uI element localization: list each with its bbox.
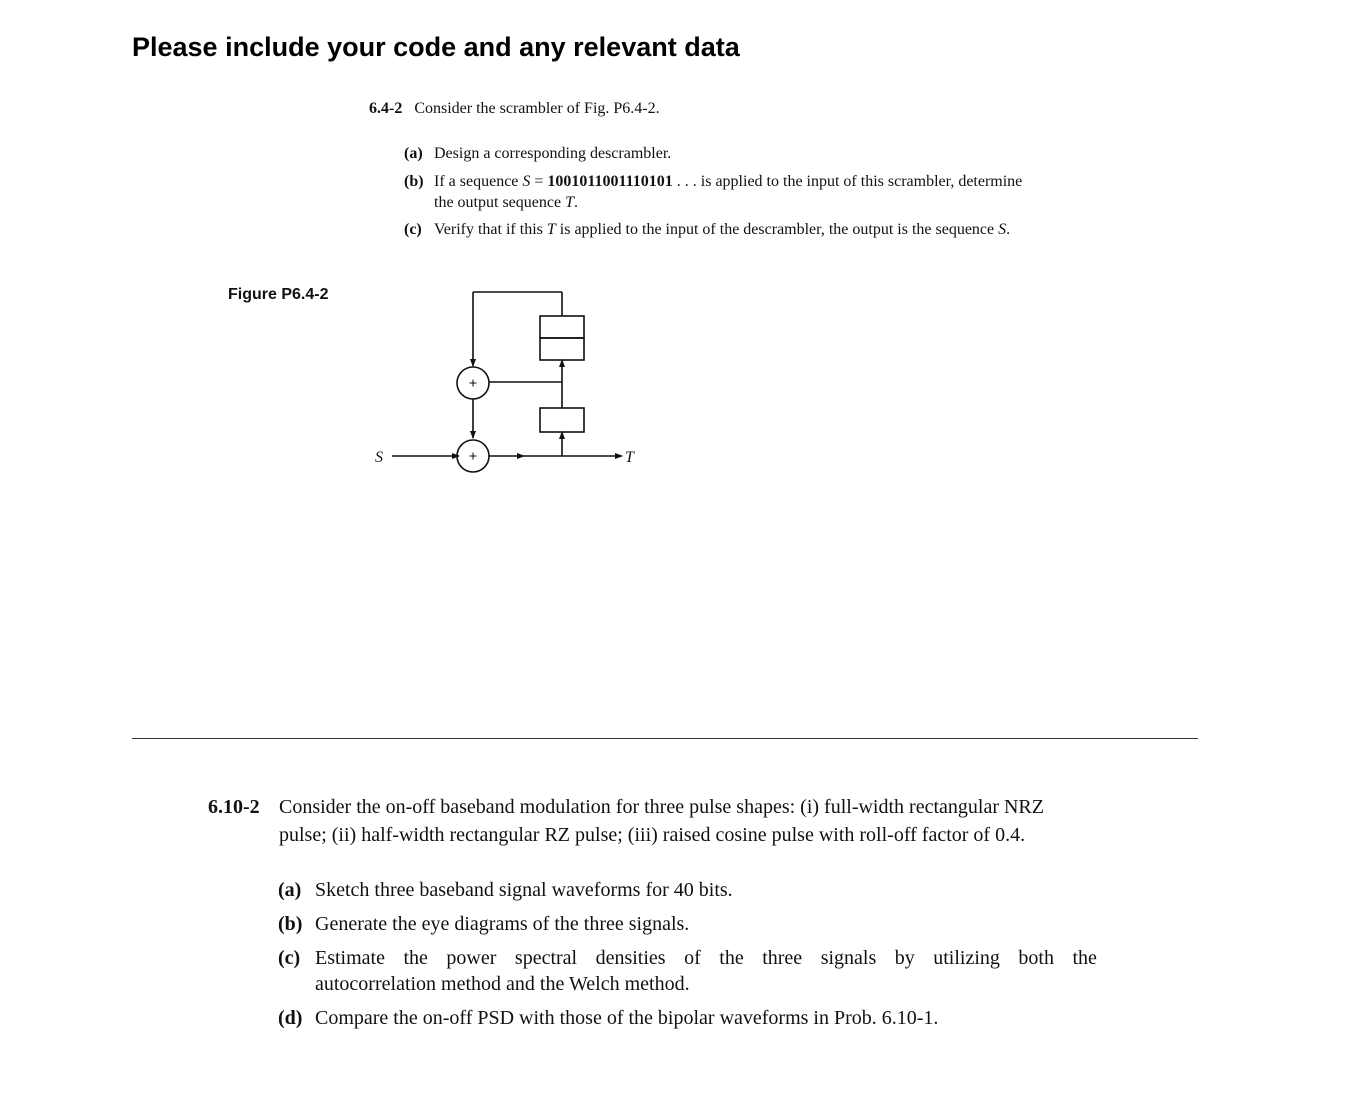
part-text-mid: is applied to the input of the descrambler, the output is the sequence	[555, 221, 999, 238]
problem-6-4-2-part-b-line2	[434, 194, 578, 212]
word: densities	[595, 947, 666, 969]
part-text: Design a corresponding descrambler.	[434, 145, 672, 162]
part-label: (d)	[278, 1007, 303, 1029]
output-label-t: T	[625, 449, 634, 466]
problem-6-10-2-intro-line2: pulse; (ii) half-width rectangular RZ pulse; (iii) raised cosine pulse with roll-off factor of 0.4.	[279, 824, 1026, 846]
shift-register-1	[540, 408, 584, 432]
variable-t: T	[546, 221, 556, 238]
part-text-line1	[315, 947, 1097, 970]
page-heading: Please include your code and any relevant data	[132, 32, 740, 62]
problem-intro-text: Consider the scrambler of Fig. P6.4-2.	[414, 100, 660, 117]
word: of	[684, 947, 701, 969]
part-text: If a sequence	[434, 173, 523, 190]
shift-register-2	[540, 316, 584, 338]
part-text-continued: . . . is applied to the input of this scrambler, determine	[672, 173, 1023, 190]
section-divider	[132, 738, 1198, 739]
variable-t: T	[565, 194, 574, 211]
problem-6-10-2-part-a	[278, 879, 733, 902]
part-label: (b)	[278, 913, 303, 935]
part-text: Verify that if this	[434, 221, 547, 238]
part-label: (c)	[404, 221, 422, 238]
problem-6-10-2-part-c-line2: autocorrelation method and the Welch method.	[315, 973, 690, 995]
word: the	[719, 947, 744, 969]
word: the	[1072, 947, 1097, 969]
problem-number: 6.10-2	[208, 796, 260, 818]
problem-6-10-2-number	[208, 796, 260, 819]
word: spectral	[514, 947, 578, 969]
shift-register-3	[540, 338, 584, 360]
problem-6-4-2-part-c	[404, 221, 1010, 239]
scrambler-diagram	[360, 280, 660, 480]
top-adder-symbol: +	[468, 376, 478, 392]
problem-6-4-2-part-a	[404, 145, 671, 163]
word: utilizing	[933, 947, 1000, 969]
part-label: (a)	[278, 879, 302, 901]
problem-6-10-2-intro-line1: Consider the on-off baseband modulation for three pulse shapes: (i) full-width rectangular NRZ	[279, 796, 1044, 818]
period: .	[1006, 221, 1011, 238]
figure-label: Figure P6.4-2	[228, 286, 329, 303]
word: power	[446, 947, 497, 969]
problem-6-10-2-part-c	[278, 947, 1097, 970]
variable-s: S	[998, 221, 1007, 238]
problem-number: 6.4-2	[369, 100, 403, 117]
part-label: (a)	[404, 145, 423, 162]
bottom-adder-symbol: +	[468, 449, 478, 465]
input-label-s: S	[375, 449, 383, 466]
problem-6-4-2-part-b	[404, 173, 1022, 191]
problem-6-4-2-intro	[369, 100, 660, 118]
word: the	[403, 947, 428, 969]
problem-6-10-2-part-d	[278, 1007, 938, 1030]
part-text: Compare the on-off PSD with those of the bipolar waveforms in Prob. 6.10-1.	[315, 1007, 939, 1029]
part-text: Generate the eye diagrams of the three signals.	[315, 913, 690, 935]
part-label: (c)	[278, 947, 301, 969]
equals-sign: =	[530, 173, 548, 190]
problem-6-10-2-part-b	[278, 913, 689, 936]
word: three	[762, 947, 803, 969]
word: both	[1018, 947, 1054, 969]
part-label: (b)	[404, 173, 424, 190]
input-sequence: 1001011001110101	[547, 173, 673, 190]
variable-s: S	[522, 173, 531, 190]
word: signals	[820, 947, 877, 969]
word: Estimate	[315, 947, 385, 969]
part-text: Sketch three baseband signal waveforms for 40 bits.	[315, 879, 733, 901]
period: .	[573, 194, 578, 211]
part-text-line2: the output sequence	[434, 194, 566, 211]
word: by	[894, 947, 915, 969]
